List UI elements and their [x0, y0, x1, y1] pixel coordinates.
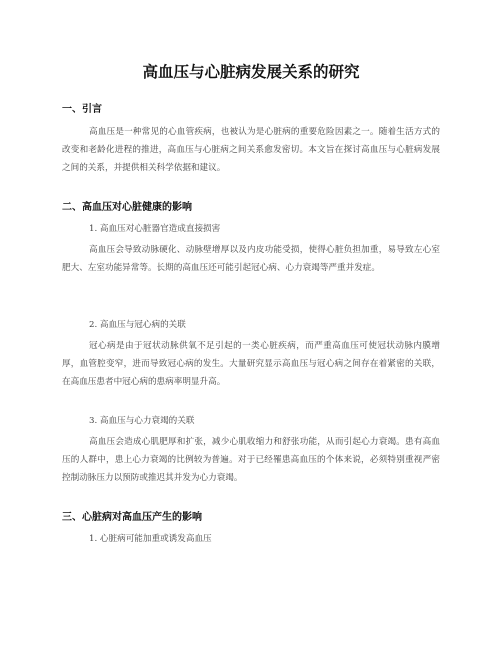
subsection-paragraph-coronary-link: 冠心病是由于冠状动脉供氧不足引起的一类心脏疾病，而严重高血压可使冠状动脉内膜增厚，血管腔变窄，进而导致冠心病的发生。大量研究显示高血压与冠心病之间存在着紧密的关联，在高血压患者中冠心病的患病率明显升高。: [62, 341, 440, 387]
subsection-title-direct-damage: 1. 高血压对心脏器官造成直接损害: [89, 224, 221, 234]
subsection-title-coronary-link: 2. 高血压与冠心病的关联: [89, 320, 186, 330]
subsection-paragraph-heart-failure-link: 高血压会造成心肌肥厚和扩张，减少心肌收缩力和舒张功能，从而引起心力衰竭。患有高血压的人群中，患上心力衰竭的比例较为普遍。对于已经罹患高血压的个体来说，必须特别重视严密控制动脉压力以预防或推迟其并发为心力衰竭。: [62, 437, 440, 483]
subsection-title-aggravate-hypertension: 1. 心脏病可能加重或诱发高血压: [89, 534, 212, 544]
subsection-title-heart-failure-link: 3. 高血压与心力衰竭的关联: [89, 416, 195, 426]
introduction-paragraph: 高血压是一种常见的心血管疾病，也被认为是心脏病的重要危险因素之一。随着生活方式的改变和老龄化进程的推进，高血压与心脏病之间关系愈发密切。本文旨在探讨高血压与心脏病发展之间的关系，并提供相关科学依据和建议。: [62, 127, 440, 173]
section-heading-hypertension-effects: 二、高血压对心脏健康的影响: [62, 202, 192, 213]
document-title: 高血压与心脏病发展关系的研究: [142, 63, 360, 81]
section-heading-introduction: 一、引言: [62, 104, 102, 115]
subsection-paragraph-direct-damage: 高血压会导致动脉硬化、动脉壁增厚以及内皮功能受损，使得心脏负担加重，易导致左心室肥大、左室功能异常等。长期的高血压还可能引起冠心病、心力衰竭等严重并发症。: [62, 245, 440, 273]
section-heading-heart-disease-effects: 三、心脏病对高血压产生的影响: [62, 512, 202, 523]
